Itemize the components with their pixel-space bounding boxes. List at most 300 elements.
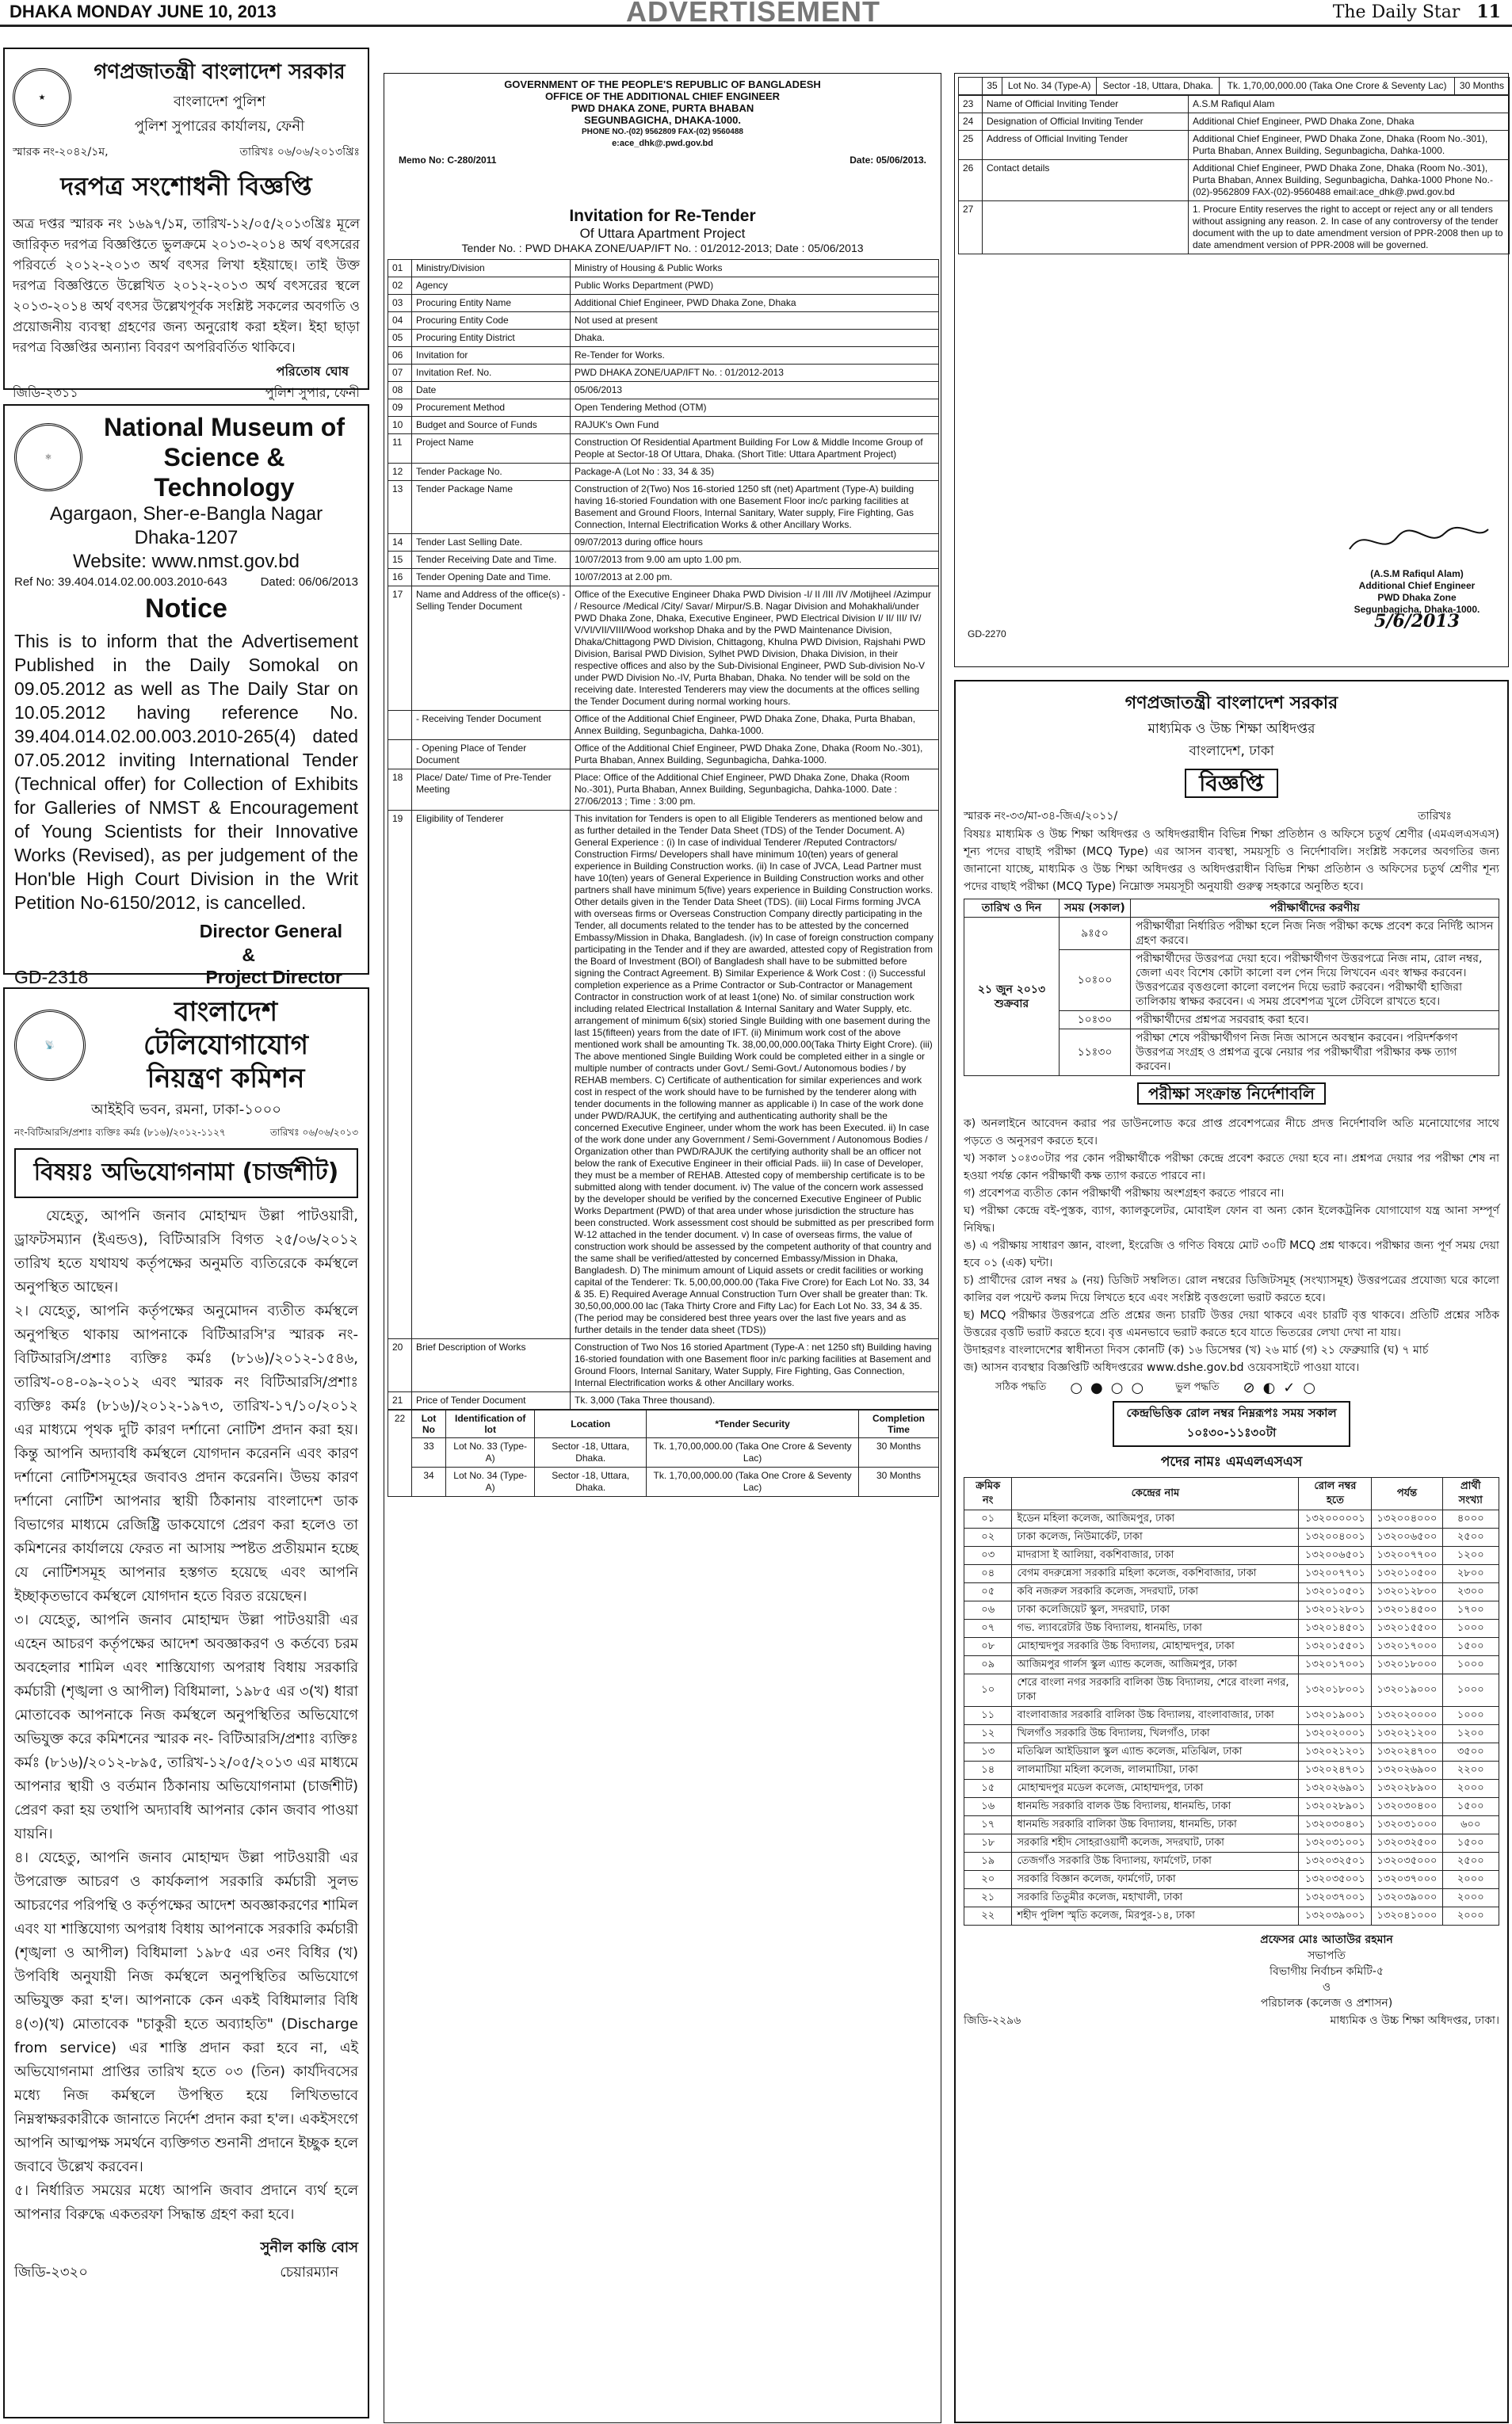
center-cell: ২৮০০ xyxy=(1442,1565,1499,1583)
tender-row-number: 16 xyxy=(388,569,412,586)
center-cell: মতিঝিল আইডিয়াল স্কুল এ্যান্ড কলেজ, মতিঝিল, ঢাকা xyxy=(1012,1743,1299,1762)
center-row xyxy=(964,1816,1499,1834)
tender-email: e:ace_dhk@.pwd.gov.bd xyxy=(612,139,713,148)
center-cell: ০৫ xyxy=(964,1583,1012,1601)
center-cell: ১৩২০২৬৯০০ xyxy=(1372,1762,1442,1780)
nmst-body: This is to inform that the Advertisement Published in the Daily Somokal on 09.05.2012 as well as The Daily Star on 10.05.2012 having reference No. 39.404.014.02.00.003.2010-265(4) dated 07.05.2012 inviting International Tender (Technical offer) for Collection of Exhibits for Galleries of NMST & Encouragement of Young Scientists for their Innovative Works (Revised), as per judgement of the Hon'ble High Court Division in the Writ Petition No-6150/2012, is cancelled. xyxy=(14,631,358,913)
lot35-table xyxy=(958,77,1510,95)
police-memo: স্মারক নং-২০৪২/১ম, xyxy=(13,146,109,158)
tender-row-key xyxy=(983,201,1189,254)
center-row xyxy=(964,1601,1499,1620)
schedule-time: ৯ঃ৫০ xyxy=(1060,918,1131,950)
center-cell: ১৬ xyxy=(964,1798,1012,1816)
tender-row xyxy=(959,131,1510,160)
tender-row xyxy=(388,434,939,464)
tender-row xyxy=(388,1392,939,1410)
tender-office: OFFICE OF THE ADDITIONAL CHIEF ENGINEER xyxy=(544,90,781,102)
tender-row-number: 14 xyxy=(388,534,412,552)
schedule-header-cell: তারিখ ও দিন xyxy=(964,899,1060,918)
tender-row-value: Not used at present xyxy=(571,312,939,330)
nmst-notice xyxy=(3,404,369,987)
instruction-item: উদাহরণঃ বাংলাদেশের স্বাধীনতা দিবস কোনটি (ক) ১৬ ডিসেম্বর (খ) ২৬ মার্চ (গ) ২১ ফেব্রুয়ারি (ঘ) ৭ মার্চ xyxy=(964,1344,1429,1357)
tender-row-key: Tender Opening Date and Time. xyxy=(412,569,571,586)
tender-row-number: 10 xyxy=(388,417,412,434)
center-cell: ৩৫০০ xyxy=(1442,1743,1499,1762)
center-cell: ১৩২০১৫৫০০ xyxy=(1372,1620,1442,1638)
nmst-name-line1: National Museum of xyxy=(103,413,345,441)
lot-header-cell: *Tender Security xyxy=(647,1411,859,1438)
center-cell: ১৩২০২১২০১ xyxy=(1299,1743,1372,1762)
center-cell: ১৩২০১৭০০১ xyxy=(1299,1656,1372,1674)
instruction-item: ঘ) পরীক্ষা কেন্দ্রে বই-পুস্তক, ব্যাগ, ক্যালকুলেটর, মোবাইল ফোন বা অন্য কোন ইলেকট্রনিক যোগাযোগ যন্ত্র আনা সম্পূর্ণ নিষিদ্ধ। xyxy=(964,1204,1499,1235)
tender-row-key: Name and Address of the office(s) - Selling Tender Document xyxy=(412,586,571,711)
tender-row-value: Office of the Additional Chief Engineer, PWD Dhaka Zone, Dhaka (Room No.-301), Purta Bhaban, Annex Building, Segunbagicha, Dahka-1000. xyxy=(571,740,939,769)
nmst-addr1: Agargaon, Sher-e-Bangla Nagar xyxy=(49,503,323,525)
tender-row xyxy=(388,417,939,434)
schedule-time: ১১ঃ৩০ xyxy=(1060,1029,1131,1076)
center-cell: ১৩২০১৮০০০ xyxy=(1372,1656,1442,1674)
center-cell: ২০০০ xyxy=(1442,1871,1499,1889)
tender-sign-title: Additional Chief Engineer xyxy=(1358,580,1476,591)
btrc-signer-title: চেয়ারম্যান xyxy=(280,2264,339,2281)
tender-row xyxy=(388,711,939,740)
center-cell: ১৫০০ xyxy=(1442,1638,1499,1656)
bubble-row-right: ○●○○ xyxy=(1070,1380,1152,1396)
center-cell: ঢাকা কলেজিয়েট স্কুল, সদরঘাট, ঢাকা xyxy=(1012,1601,1299,1620)
center-row xyxy=(964,1907,1499,1926)
tender-row-number: 07 xyxy=(388,365,412,382)
tender-row-value: This invitation for Tenders is open to all Eligible Tenderers as mentioned below and as further detailed in the Tender Data Sheet (TDS) of the Tender Document. A) General Experience : (i) In case of individual Tenderer /Reputed Contractors/ Construction Firms/ Developers shall have minimum 10(ten) years of general experience in Building Construction works. (ii) In case of JVCA, Lead Partner must have 10(ten) years of General Experience in Building Construction works and other partners shall have minimum 5(five) years experience in Building Construction works. Other details given in the Tender Data Sheet (TDS). (iii) Local Firms forming JVCA with overseas firms or Overseas Construction Company directly participating in the Tender, all documents related to the tender has to be attested by the concerned Embassy/Mission in Dhaka, Bangladesh. (iv) In case of foreign construction company participating in the Tender and if they are awarded, attested copy of Registration from the Board of Investment (BOI) of Bangladesh shall have to be submitted before signing the Contract Agreement. B) Similar Experience & Work Cost : (i) Successful completion experience as a Prime Contractor or Sub-Contractor or Management Contractor in construction work of at least 1(one) No. of similar construction work including related Electrical Installation & Internal Sanitary and Water Supply, etc. arrangement of minimum 6(six) storied Single Building with one basement during the last 15(fifteen) years from the date of IFT. (ii) Minimum work cost of the above mentioned work shall be amounting Tk. 38,00,00,000.00(Taka Thirty Eight Crore). (iii) The above mentioned Single Building Work could be completed either in a single or multiple number of contracts under Govt./ Semi-Govt./ Autonomous bodies / by REHAB members. C) Certificate of authentication for similar experiences and work cost in respect of the work should have to be furnished by the tenderer along with tender documents in the following manner as applicable i) In case of the work done under PWD/RAJUK, the certifying and authenticating authority shall be the concerned Executive Engineer, under whom the work has been Executed. ii) In case of the work done under any Government / Semi-Government / Autonomous Bodies / Organization other than PWD/RAJUK the certifying authority shall be an officer not below the rank of Executive Engineer in their official Pads. iii) In case of Developer, they must be a member of REHAB. Attested copy of membership certificate is to be submitted along with tender document. iv) The value of the concern work assessed by the developer should be verified by the concerned Executive Engineer of Public Works Department (PWD) of that area under whose jurisdiction the structure has been constructed. Work assessment cost should be submitted as per prescribed form W-12 attached in the tender document. v) In case of overseas firms, the value of construction work should be assessed by the competent authority of that country and the same shall be verified/attested by concerned Embassy/Mission in Dhaka, Bangladesh. D) The minimum amount of Liquid assets or credit facilities or working capital of the Tenderer: Tk. 5,00,00,000.00 (Taka Five Crore) for Each Lot No. 33, 34 & 35. E) Required Average Annual Construction Turn Over shall be greater than: Tk. 30,50,00,000.00 lac (Taka Thirty Crore and Fifty Lac) for Each Lot No. 33, 34 & 35. (The period may be considered best three years over the last five years and as further details in the tender data sheet (TDS)) xyxy=(571,811,939,1339)
tender-addr: SEGUNBAGICHA, DHAKA-1000. xyxy=(584,114,741,126)
center-cell: ০৩ xyxy=(964,1547,1012,1565)
center-header-cell: রোল নম্বর হতে xyxy=(1299,1478,1372,1510)
exam-dept: মাধ্যমিক ও উচ্চ শিক্ষা অধিদপ্তর xyxy=(1147,721,1315,737)
center-cell: তেজগাঁও সরকারি উচ্চ বিদ্যালয়, ফার্মগেট, ঢাকা xyxy=(1012,1853,1299,1871)
center-cell: শহীদ পুলিশ স্মৃতি কলেজ, মিরপুর-১৪, ঢাকা xyxy=(1012,1907,1299,1926)
instruction-item: ছ) MCQ পরীক্ষার উত্তরপত্রে প্রতি প্রশ্নের জন্য চারটি উত্তর দেয়া থাকবে এবং চারটি বৃত্ত থাকবে। প্রতিটি প্রশ্নের সঠিক উত্তরের বৃত্তটি ভরাট করতে হবে। বৃত্ত এমনভাবে ভরাট করতে হবে যাতে ভিতরের লেখা দেখা না যায়। xyxy=(964,1309,1499,1339)
tender-row xyxy=(388,464,939,481)
lot-header-cell: Lot No xyxy=(412,1411,446,1438)
tender-date: Date: 05/06/2013. xyxy=(850,155,926,166)
center-cell: ১৩২০০৪০০০ xyxy=(1372,1510,1442,1529)
exam-signer-and: ও xyxy=(1322,1981,1331,1994)
btrc-para-5: ৫। নির্ধারিত সময়ের মধ্যে আপনি জবাব প্রদানে ব্যর্থ হলে আপনার বিরুদ্ধে একতরফা সিদ্ধান্ত গ্রহণ করা হবে। xyxy=(14,2182,358,2223)
center-cell: ১৩২০১৯০০১ xyxy=(1299,1707,1372,1725)
tender-row-value: Tk. 3,000 (Taka Three thousand). xyxy=(571,1392,939,1410)
center-cell: ১৩২০৩২৫০০ xyxy=(1372,1834,1442,1853)
schedule-time: ১০ঃ০০ xyxy=(1060,950,1131,1011)
center-cell: ১৩২০০৬৫০০ xyxy=(1372,1529,1442,1547)
tender-row xyxy=(388,569,939,586)
police-gov: গণপ্রজাতন্ত্রী বাংলাদেশ সরকার xyxy=(94,60,346,84)
center-cell: ৪০০০ xyxy=(1442,1510,1499,1529)
police-body: অত্র দপ্তর স্মারক নং ১৬৯৭/১ম, তারিখ-১২/০৫/২০১৩খ্রিঃ মূলে জারিকৃত দরপত্র বিজ্ঞপ্তিতে ভুলক্রমে ২০১৩-২০১৪ অর্থ বৎসরের পরিবর্তে ২০১২-২০১৩ অর্থ বৎসর লিখা হইয়াছে। তাই উক্ত দরপত্র বিজ্ঞপ্তিতে উল্লেখিত ২০১২-২০১৩ অর্থ বৎসরের স্থলে ২০১৩-২০১৪ অর্থ বৎসর উল্লেখপূর্বক সংশ্লিষ্ট সকলের অবগতি ও প্রয়োজনীয় ব্যবস্থা গ্রহণের জন্য অনুরোধ করা হইল। ইহা ছাড়া দরপত্র বিজ্ঞপ্তির অন্যান্য বিবরণ অপরিবর্তিত থাকিবে। xyxy=(13,216,360,356)
center-cell: ২০ xyxy=(964,1871,1012,1889)
tender-row-number: 24 xyxy=(959,113,983,131)
tender-row-number: 21 xyxy=(388,1392,412,1410)
center-cell: ধানমন্ডি সরকারি বালিকা উচ্চ বিদ্যালয়, ধানমন্ডি, ঢাকা xyxy=(1012,1816,1299,1834)
nmst-sign2: Project Director xyxy=(205,967,342,987)
center-cell: ঢাকা কলেজ, নিউমার্কেট, ঢাকা xyxy=(1012,1529,1299,1547)
btrc-para-2: ২। যেহেতু, আপনি কর্তৃপক্ষের অনুমোদন ব্যতীত কর্মস্থলে অনুপস্থিত থাকায় আপনাকে বিটিআরসি'র স্মারক নং- বিটিআরসি/প্রশাঃ ব্যক্তিঃ কর্মঃ (৮১৬)/২০১২-১৫৪৬, তারিখ-০৪-০৯-২০১২ এবং স্মারক নং বিটিআরসি/প্রশাঃ ব্যক্তিঃ কর্মঃ (৮১৬)/২০১২-১৯৭৩, তারিখ-১৭/১০/২০১২ এর মাধ্যমে পৃথক দুটি কারণ দর্শানো নোটিশ প্রদান করা হয়। কিন্তু আপনি অদ্যাবধি কর্মস্থলে যোগদান করেননি এবং কারণ দর্শানো নোটিশসমূহের জবাবও প্রদান করেননি। উভয় কারণ দর্শানো নোটিশ আপনার স্থায়ী ঠিকানায় বাংলাদেশ ডাক বিভাগের মাধ্যমে রেজিষ্ট্রি ডাকযোগে প্রেরণ করা হলেও তা কমিশনের কার্যালয়ে ফেরত না আসায় স্পষ্টত প্রতীয়মান হচ্ছে যে নোটিশসমূহ আপনার হস্তগত হয়েছে এবং আপনি ইচ্ছাকৃতভাবে কর্মস্থলে যোগদান হতে বিরত রয়েছেন। xyxy=(14,1303,358,1605)
center-cell: ১৩২০১৪৫০১ xyxy=(1299,1620,1372,1638)
center-row xyxy=(964,1834,1499,1853)
tender-row-key: Procuring Entity Name xyxy=(412,295,571,312)
tender-row xyxy=(388,769,939,811)
center-cell: বেগম বদরুন্নেসা সরকারি মহিলা কলেজ, বকশিবাজার, ঢাকা xyxy=(1012,1565,1299,1583)
lot-cell: 30 Months xyxy=(859,1438,939,1468)
masthead-date: DHAKA MONDAY JUNE 10, 2013 xyxy=(10,2,277,21)
tender-row-key: Eligibility of Tenderer xyxy=(412,811,571,1339)
tender-number: Tender No. : PWD DHAKA ZONE/UAP/IFT No. : 01/2012-2013; Date : 05/06/2013 xyxy=(461,242,864,254)
schedule-desc: পরীক্ষার্থীরা নির্ধারিত পরীক্ষা হলে নিজ নিজ পরীক্ষা কক্ষে প্রবেশ করে নির্দিষ্ট আসন গ্রহণ করবে। xyxy=(1131,918,1499,950)
nmst-addr2: Dhaka-1207 xyxy=(134,527,239,548)
center-cell: ১৩২০১৯০০০ xyxy=(1372,1674,1442,1707)
tender-row-value: PWD DHAKA ZONE/UAP/IFT No. : 01/2012-2013 xyxy=(571,365,939,382)
police-title: দরপত্র সংশোধনী বিজ্ঞপ্তি xyxy=(60,171,312,201)
police-dept: বাংলাদেশ পুলিশ xyxy=(173,94,266,110)
tender-row xyxy=(388,382,939,399)
tender-row-number: 17 xyxy=(388,586,412,711)
exam-code: জিডি-২২৯৬ xyxy=(964,2014,1021,2027)
center-cell: ১৩২০১৫৫০১ xyxy=(1299,1638,1372,1656)
btrc-para-1: যেহেতু, আপনি জনাব মোহাম্মদ উল্লা পাটওয়ারী, ড্রাফটসম্যান (ইএন্ডও), বিটিআরসি বিগত ২৫/০৬/২০১২ তারিখ হতে যথাযথ কর্তৃপক্ষের অনুমতি ব্যতিরেকে কর্মস্থলে অনুপস্থিত আছেন। xyxy=(14,1208,358,1296)
center-cell: ১৩২০০৭৭০১ xyxy=(1299,1565,1372,1583)
center-cell: ১৩২০২৪৭০১ xyxy=(1299,1762,1372,1780)
center-cell: শেরে বাংলা নগর সরকারি বালিকা উচ্চ বিদ্যালয়, শেরে বাংলা নগর, ঢাকা xyxy=(1012,1674,1299,1707)
tender-row-key: Agency xyxy=(412,277,571,295)
btrc-name2: নিয়ন্ত্রণ কমিশন xyxy=(147,1063,305,1094)
center-cell: খিলগাঁও সরকারি উচ্চ বিদ্যালয়, খিলগাঁও, ঢাকা xyxy=(1012,1725,1299,1743)
tender-sign-name: (A.S.M Rafiqul Alam) xyxy=(1370,568,1464,579)
schedule-row xyxy=(964,918,1499,950)
btrc-chargesheet xyxy=(3,987,369,2418)
center-row xyxy=(964,1889,1499,1907)
example-wrong-label: ভুল পদ্ধতি xyxy=(1175,1381,1220,1393)
center-header-row xyxy=(964,1478,1499,1510)
center-cell: ২০০০ xyxy=(1442,1889,1499,1907)
lot-row xyxy=(388,1438,939,1468)
center-cell: মাদরাসা ই আলিয়া, বকশিবাজার, ঢাকা xyxy=(1012,1547,1299,1565)
exam-signer: প্রফেসর মোঃ আতাউর রহমান xyxy=(1260,1933,1393,1946)
tender-row-key: Project Name xyxy=(412,434,571,464)
center-cell: ১০ xyxy=(964,1674,1012,1707)
instruction-item: খ) সকাল ১০ঃ৩০টার পর কোন পরীক্ষার্থীকে পরীক্ষা কেন্দ্রে প্রবেশ করতে দেয়া হবে না। প্রশ্নপত্র দেয়ার পর পরীক্ষা শেষ না হওয়া পর্যন্ত কোন পরীক্ষার্থী কক্ষ ত্যাগ করতে পারবে না। xyxy=(964,1152,1499,1182)
tender-row xyxy=(388,1339,939,1392)
exam-memo: স্মারক নং-৩৩/মা-৩৪-জিএ/২০১১/ xyxy=(964,810,1118,823)
tender-row xyxy=(388,811,939,1339)
instruction-item: ঙ) এ পরীক্ষায় সাধারণ জ্ঞান, বাংলা, ইংরেজি ও গণিত বিষয়ে মোট ৩০টি MCQ প্রশ্ন থাকবে। পরীক্ষার জন্য পূর্ণ সময় দেয়া হবে ০১ (এক) ঘন্টা। xyxy=(964,1239,1499,1269)
center-cell: ১৩২০৪১০০০ xyxy=(1372,1907,1442,1926)
tender-row-value: 09/07/2013 during office hours xyxy=(571,534,939,552)
example-right-label: সঠিক পদ্ধতি xyxy=(995,1381,1047,1393)
tender-row-value: Additional Chief Engineer, PWD Dhaka Zone, Dhaka (Room No.-301), Purta Bhaban, Annex Building, Segunbagicha, Dahka-1000 Phone No.-(02)-9562809 FAX-(02)-9560488 email:ace_dhk@.pwd.gov.bd xyxy=(1189,160,1510,201)
tender-row-key: - Receiving Tender Document xyxy=(412,711,571,740)
lot-cell: Lot No. 33 (Type-A) xyxy=(446,1438,535,1468)
tender-row-value: Construction of Two Nos 16 storied Apartment (Type-A : net 1250 sft) Building having 16-storied foundation with one Basement floor in/c parking facilities at Basement and Ground Floors, Internal Sanitary, Water Supply, Fire Fighting, Gas Connection, Internal Electrification works & other Ancillary works. xyxy=(571,1339,939,1392)
page-number: 11 xyxy=(1476,2,1501,22)
tender-row-value: Public Works Department (PWD) xyxy=(571,277,939,295)
lot-cell: 33 xyxy=(412,1438,446,1468)
pwd-tender-notice xyxy=(384,73,941,2423)
tender-row-value: Construction Of Residential Apartment Building For Low & Middle Income Group of People at Sector-18 Of Uttara, Dhaka. (Short Title: Uttara Apartment Project) xyxy=(571,434,939,464)
lot-row-number: 22 xyxy=(388,1411,412,1497)
center-row xyxy=(964,1871,1499,1889)
tender-row-value: Dhaka. xyxy=(571,330,939,347)
tender-row-key: Tender Receiving Date and Time. xyxy=(412,552,571,569)
btrc-logo-icon: 📡 xyxy=(14,1010,86,1081)
center-row xyxy=(964,1620,1499,1638)
lot-row xyxy=(388,1468,939,1497)
tender-row xyxy=(959,113,1510,131)
center-cell: ১৮ xyxy=(964,1834,1012,1853)
center-cell: লালমাটিয়া মহিলা কলেজ, লালমাটিয়া, ঢাকা xyxy=(1012,1762,1299,1780)
tender-row-key: Date xyxy=(412,382,571,399)
tender-memo: Memo No: C-280/2011 xyxy=(399,155,497,166)
tender-row-key: Place/ Date/ Time of Pre-Tender Meeting xyxy=(412,769,571,811)
center-header-cell: পর্যন্ত xyxy=(1372,1478,1442,1510)
schedule-date: ২১ জুন ২০১৩ শুক্রবার xyxy=(964,918,1060,1076)
center-row xyxy=(964,1798,1499,1816)
center-cell: ২৫০০ xyxy=(1442,1529,1499,1547)
schedule-header-cell: সময় (সকাল) xyxy=(1060,899,1131,918)
tender-row-value: 1. Procure Entity reserves the right to accept or reject any or all tenders without assigning any reason. 2. In case of any controversy of the tender document with the up to date amendment version of PPR-2008 then up to date amendment version of PPR-2008 will be governed. xyxy=(1189,201,1510,254)
tender-row-value: Re-Tender for Works. xyxy=(571,347,939,365)
tender-gov: GOVERNMENT OF THE PEOPLE'S REPUBLIC OF BANGLADESH xyxy=(504,78,821,90)
center-cell: ২২০০ xyxy=(1442,1762,1499,1780)
exam-city: বাংলাদেশ, ঢাকা xyxy=(1189,743,1274,759)
center-cell: ১২০০ xyxy=(1442,1725,1499,1743)
exam-intro: বিষয়ঃ মাধ্যমিক ও উচ্চ শিক্ষা অধিদপ্তর ও অধিদপ্তরাধীন বিভিন্ন শিক্ষা প্রতিষ্ঠান ও অফিসে চতুর্থ শ্রেণীর (এমএলএসএস) শূন্য পদের বাছাই পরীক্ষা (MCQ Type) এর আসন ব্যবস্থা, সময়সূচি ও নির্দেশাবলি। সংশ্লিষ্ট সকলের অবগতির জন্য জানানো যাচ্ছে, মাধ্যমিক ও উচ্চ শিক্ষা অধিদপ্তর ও অধিদপ্তরাধীন বিভিন্ন শিক্ষা প্রতিষ্ঠান ও অফিসের চতুর্থ শ্রেণীর শূন্য পদের বাছাই পরীক্ষা (MCQ Type) নিম্নোক্ত সময়সূচী অনুযায়ী গুরুত্ব সহকারে অনুষ্ঠিত হবে। xyxy=(964,828,1499,893)
center-cell: ১৫০০ xyxy=(1442,1834,1499,1853)
center-box: কেন্দ্রভিত্তিক রোল নম্বর নিম্নরূপঃ সময় সকাল ১০ঃ৩০-১১ঃ৩০টা xyxy=(1113,1401,1350,1447)
tender-row xyxy=(388,295,939,312)
police-signer-title: পুলিশ সুপার, ফেনী xyxy=(265,385,360,400)
tender-row-key: Tender Last Selling Date. xyxy=(412,534,571,552)
tender-row-key: Ministry/Division xyxy=(412,260,571,277)
center-cell: ১৩২০১০৫০০ xyxy=(1372,1565,1442,1583)
lot-table xyxy=(388,1410,939,1497)
masthead xyxy=(0,0,1512,27)
tender-row xyxy=(959,96,1510,113)
tender-row-key: Procuring Entity District xyxy=(412,330,571,347)
tender-row xyxy=(388,330,939,347)
tender-row-number: 12 xyxy=(388,464,412,481)
center-row xyxy=(964,1583,1499,1601)
center-row xyxy=(964,1674,1499,1707)
center-cell: ১৩২০১২৮০০ xyxy=(1372,1583,1442,1601)
tender-row-value: 05/06/2013 xyxy=(571,382,939,399)
center-cell: ০৪ xyxy=(964,1565,1012,1583)
police-code: জিডি-২৩১১ xyxy=(13,385,78,400)
tender-row-key: Designation of Official Inviting Tender xyxy=(983,113,1189,131)
center-cell: ১৫০০ xyxy=(1442,1798,1499,1816)
center-cell: ০১ xyxy=(964,1510,1012,1529)
tender-row xyxy=(388,534,939,552)
center-cell: ২১ xyxy=(964,1889,1012,1907)
lot-header-cell: Location xyxy=(535,1411,647,1438)
center-cell: ১০০০ xyxy=(1442,1656,1499,1674)
center-cell: ১৪ xyxy=(964,1762,1012,1780)
center-row xyxy=(964,1853,1499,1871)
btrc-name1: বাংলাদেশ টেলিযোগাযোগ xyxy=(143,996,309,1061)
tender-row xyxy=(388,312,939,330)
tender-code: GD-2270 xyxy=(968,628,1006,639)
tender-zone: PWD DHAKA ZONE, PURTA BHABAN xyxy=(571,102,754,114)
schedule-desc: পরীক্ষা শেষে পরীক্ষার্থীগণ নিজ নিজ আসনে অবস্থান করবেন। পরিদর্শকগণ উত্তরপত্র সংগ্রহ ও প্রশ্নপত্র বুঝে নেয়ার পর পরীক্ষার্থীরা পরীক্ষার কক্ষ ত্যাগ করবেন। xyxy=(1131,1029,1499,1076)
tender-row-number: 15 xyxy=(388,552,412,569)
masthead-paper xyxy=(1333,2,1501,22)
tender-row-key: Invitation Ref. No. xyxy=(412,365,571,382)
lot-cell: Sector -18, Uttara, Dhaka. xyxy=(1097,78,1220,95)
tender-sign-zone: PWD Dhaka Zone xyxy=(1377,592,1457,603)
center-cell: ১৩২০২৮৯০০ xyxy=(1372,1780,1442,1798)
center-cell: ১৩২০১৪৫০০ xyxy=(1372,1601,1442,1620)
center-cell: ১৩২০১০৫০১ xyxy=(1299,1583,1372,1601)
police-seal-icon: ★ xyxy=(13,68,71,127)
center-cell: সরকারি বিজ্ঞান কলেজ, ফার্মগেট, ঢাকা xyxy=(1012,1871,1299,1889)
tender-row-number xyxy=(388,740,412,769)
exam-signer-dept: পরিচালক (কলেজ ও প্রশাসন) xyxy=(1260,1997,1393,2010)
center-cell: ০৯ xyxy=(964,1656,1012,1674)
tender-row-value: Office of the Executive Engineer Dhaka PWD Division -I/ II /III /IV /Motijheel /Azimpur / Resource /Medical /City/ Savar/ Mirpur/S.B. Nagar Division and Mohakhali/under PWD Dhaka Zone, Dhaka, Executive Engineer, PWD Electrical Division I/ II/ III/ IV/ V/VI/VII/VIII/Wood workshop Dhaka and by the PWD Maintenance Division, Dhaka/Chittagong PWD Division, Chittagong, Khulna PWD Division, Rajshahi PWD Division, Barisal PWD Division, Sylhet PWD Division, Dhaka Division, in their respective offices and also by the Sub-Divisional Engineer, PWD Sub-division No-V under PWD Division No.-IV, Purta Bhaban, Dhaka. No tender will be sold on the receiving date. Interested Tenderers may view the documents at the offices selling the Tender Document during normal working hours. xyxy=(571,586,939,711)
exam-signer-office: মাধ্যমিক ও উচ্চ শিক্ষা অধিদপ্তর, ঢাকা। xyxy=(1330,2014,1499,2027)
tender-row-number: 18 xyxy=(388,769,412,811)
center-cell: ১৩২০৩৯০০০ xyxy=(1372,1889,1442,1907)
center-cell: ১৩২০৩৫০০১ xyxy=(1299,1871,1372,1889)
tender-row xyxy=(388,740,939,769)
tender-row-value: Place: Office of the Additional Chief Engineer, PWD Dhaka Zone, Dhaka (Room No.-301), Purta Bhaban, Annex Building, Segunbagicha, Dahka-1000. Date : 27/06/2013 ; Time : 3:00 pm. xyxy=(571,769,939,811)
center-cell: ১৩২০৩২৫০১ xyxy=(1299,1853,1372,1871)
tender-row-key: Budget and Source of Funds xyxy=(412,417,571,434)
center-row xyxy=(964,1780,1499,1798)
lot-cell: Tk. 1,70,00,000.00 (Taka One Crore & Seventy Lac) xyxy=(1220,78,1455,95)
center-cell: ১২ xyxy=(964,1725,1012,1743)
center-header-cell: প্রার্থী সংখ্যা xyxy=(1442,1478,1499,1510)
center-cell: কবি নজরুল সরকারি কলেজ, সদরঘাট, ঢাকা xyxy=(1012,1583,1299,1601)
center-cell: ০৮ xyxy=(964,1638,1012,1656)
tender-row-number: 09 xyxy=(388,399,412,417)
center-row xyxy=(964,1638,1499,1656)
lot-blank-cell xyxy=(959,78,983,95)
nmst-amp: & xyxy=(242,945,255,965)
tender-sign-date: 5/6/2013 xyxy=(1374,611,1460,632)
tender-row xyxy=(959,160,1510,201)
exam-gov: গণপ্রজাতন্ত্রী বাংলাদেশ সরকার xyxy=(1124,693,1338,713)
lot-row xyxy=(959,78,1510,95)
center-cell: ১৩২০০০০০১ xyxy=(1299,1510,1372,1529)
center-cell: ১৩২০০৪০০১ xyxy=(1299,1529,1372,1547)
center-cell: ১১ xyxy=(964,1707,1012,1725)
center-cell: ১৩২০৩৫০০০ xyxy=(1372,1853,1442,1871)
tender-title: Invitation for Re-Tender xyxy=(569,207,756,225)
center-cell: ১৩২০১২৮০১ xyxy=(1299,1601,1372,1620)
lot-header-cell: Completion Time xyxy=(859,1411,939,1438)
center-cell: ১৩২০৩৭০০০ xyxy=(1372,1871,1442,1889)
center-cell: ১৩২০২৮৯০১ xyxy=(1299,1798,1372,1816)
police-signer: পরিতোষ ঘোষ xyxy=(276,364,349,379)
tender-row xyxy=(388,552,939,569)
center-cell: ১৩২০৩১০০১ xyxy=(1299,1834,1372,1853)
tender-row-number: 06 xyxy=(388,347,412,365)
tender-row-number: 01 xyxy=(388,260,412,277)
instruction-item: চ) প্রার্থীদের রোল নম্বর ৯ (নয়) ডিজিট সম্বলিত। রোল নম্বরের ডিজিটসমূহ (সংখ্যাসমূহ) উত্তরপত্রের প্রযোজ্য ঘরে কালো কালির বল পয়েন্ট কলম দিয়ে লিখতে হবে এবং সংশ্লিষ্ট বৃত্তগুলো ভরাট করতে হবে। xyxy=(964,1274,1499,1304)
tender-row-key: Address of Official Inviting Tender xyxy=(983,131,1189,160)
tender-row-value: RAJUK's Own Fund xyxy=(571,417,939,434)
tender-row-number: 23 xyxy=(959,96,983,113)
paper-name: The Daily Star xyxy=(1332,2,1460,22)
tender-row xyxy=(388,481,939,534)
police-date: তারিখঃ ০৬/০৬/২০১৩খ্রিঃ xyxy=(239,146,360,158)
tender-row-key: Procuring Entity Code xyxy=(412,312,571,330)
instruction-list xyxy=(964,1115,1499,1376)
center-cell: ১৩২০৩১০০০ xyxy=(1372,1816,1442,1834)
btrc-date: তারিখঃ ০৬/০৬/২০১৩ xyxy=(269,1127,358,1138)
tender-row-value: Ministry of Housing & Public Works xyxy=(571,260,939,277)
btrc-addr: আইইবি ভবন, রমনা, ঢাকা-১০০০ xyxy=(90,1101,282,1118)
center-cell: ১৭ xyxy=(964,1816,1012,1834)
tender-phone: PHONE NO.-(02) 9562809 FAX-(02) 9560488 xyxy=(582,128,743,136)
center-cell: ২২ xyxy=(964,1907,1012,1926)
tender-row-key: Invitation for xyxy=(412,347,571,365)
center-cell: ১০০০ xyxy=(1442,1707,1499,1725)
tender-row xyxy=(388,277,939,295)
center-cell: ১৩২০১৭০০০ xyxy=(1372,1638,1442,1656)
btrc-code: জিডি-২৩২০ xyxy=(14,2264,88,2281)
center-cell: ১০০০ xyxy=(1442,1674,1499,1707)
btrc-para-3: ৩। যেহেতু, আপনি জনাব মোহাম্মদ উল্লা পাটওয়ারী এর এহেন আচরণ কর্তৃপক্ষের আদেশ অবজ্ঞাকরণ ও কর্তব্যে চরম অবহেলার শামিল এবং শাস্তিযোগ্য অপরাধ বিধায় সরকারি কর্মচারী (শৃঙ্খলা ও আপীল) বিধিমালা, ১৯৮৫ এর ৩(খ) ধারা মোতাবেক আপনাকে নিজ কর্মস্থলে অনুপস্থিতির অভিযোগে অভিযুক্ত করে কমিশনের স্মারক নং- বিটিআরসি/প্রশাঃ ব্যক্তিঃ কর্মঃ (৮১৬)/২০১২-৮৯৫, তারিখ-১২/০৫/২০১৩ এর মাধ্যমে আপনার স্থায়ী ও বর্তমান ঠিকানায় অভিযোগনামা (চার্জশীট) প্রেরণ করা হয় তথাপি অদ্যাবধি আপনার কোন জবাব পাওয়া যায়নি। xyxy=(14,1612,358,1842)
center-row xyxy=(964,1529,1499,1547)
center-cell: ইডেন মহিলা কলেজ, আজিমপুর, ঢাকা xyxy=(1012,1510,1299,1529)
instruction-item: গ) প্রবেশপত্র ব্যতীত কোন পরীক্ষার্থী পরীক্ষায় অংশগ্রহণ করতে পারবে না। xyxy=(964,1187,1285,1200)
tender-row-value: 10/07/2013 from 9.00 am upto 1.00 pm. xyxy=(571,552,939,569)
center-header-cell: ক্রমিক নং xyxy=(964,1478,1012,1510)
center-cell: গভ. ল্যাবরেটরি উচ্চ বিদ্যালয়, ধানমন্ডি, ঢাকা xyxy=(1012,1620,1299,1638)
tender-row-key: Tender Package No. xyxy=(412,464,571,481)
lot-header-row xyxy=(388,1411,939,1438)
lot-cell: Lot No. 34 (Type-A) xyxy=(1002,78,1097,95)
tender-row-number: 11 xyxy=(388,434,412,464)
center-cell: ১৩২০০৬৫০১ xyxy=(1299,1547,1372,1565)
center-cell: ০৭ xyxy=(964,1620,1012,1638)
center-cell: ২০০০ xyxy=(1442,1907,1499,1926)
tender-detail-table xyxy=(388,259,939,1410)
btrc-signer: সুনীল কান্তি বোস xyxy=(260,2239,358,2256)
center-header-cell: কেন্দ্রের নাম xyxy=(1012,1478,1299,1510)
tender-row-value: Additional Chief Engineer, PWD Dhaka Zone, Dhaka (Room No.-301), Purta Bhaban, Annex Building, Segunbagicha, Dahka-1000. xyxy=(1189,131,1510,160)
center-cell: ১৩২০২০০০০ xyxy=(1372,1707,1442,1725)
center-cell: মোহাম্মদপুর সরকারি উচ্চ বিদ্যালয়, মোহাম্মদপুর, ঢাকা xyxy=(1012,1638,1299,1656)
center-cell: ১৫ xyxy=(964,1780,1012,1798)
exam-schedule-table xyxy=(964,899,1499,1076)
lot-cell: Sector -18, Uttara, Dhaka. xyxy=(535,1468,647,1497)
center-cell: ১৩২০২১২০০ xyxy=(1372,1725,1442,1743)
center-cell: ১৩২০২৬৯০১ xyxy=(1299,1780,1372,1798)
center-cell: ১৩২০২৪৭০০ xyxy=(1372,1743,1442,1762)
signature-icon xyxy=(1342,517,1492,565)
center-cell: ১৩২০০৭৭০০ xyxy=(1372,1547,1442,1565)
center-cell: ১০০০ xyxy=(1442,1620,1499,1638)
tender-row-value: Open Tendering Method (OTM) xyxy=(571,399,939,417)
schedule-desc: পরীক্ষার্থীদের উত্তরপত্র দেয়া হবে। পরীক্ষার্থীগণ উত্তরপত্রে নিজ নাম, রোল নম্বর, জেলা এবং বিশেষ কোটা কালো বল পেন দিয়ে লিখবেন এবং স্বাক্ষর করবেন। উত্তরপত্রের বৃত্তগুলো কালো বলপেন দিয়ে ভরাট করবেন। পরীক্ষার্থী হাজিরা তালিকায় স্বাক্ষর করবেন। এ সময় প্রবেশপত্র খুলে টেবিলে রাখতে হবে। xyxy=(1131,950,1499,1011)
center-cell: ১৩২০৩০৪০০ xyxy=(1372,1798,1442,1816)
tender-row-number: 02 xyxy=(388,277,412,295)
lot-cell: Sector -18, Uttara, Dhaka. xyxy=(535,1438,647,1468)
center-row xyxy=(964,1656,1499,1674)
lot-cell: 34 xyxy=(412,1468,446,1497)
nmst-ref: Ref No: 39.404.014.02.00.003.2010-643 xyxy=(14,575,227,589)
btrc-memo: নং-বিটিআরসি/প্রশাঃ ব্যক্তিঃ কর্মঃ (৮১৬)/২০১২-১১২৭ xyxy=(14,1127,226,1138)
